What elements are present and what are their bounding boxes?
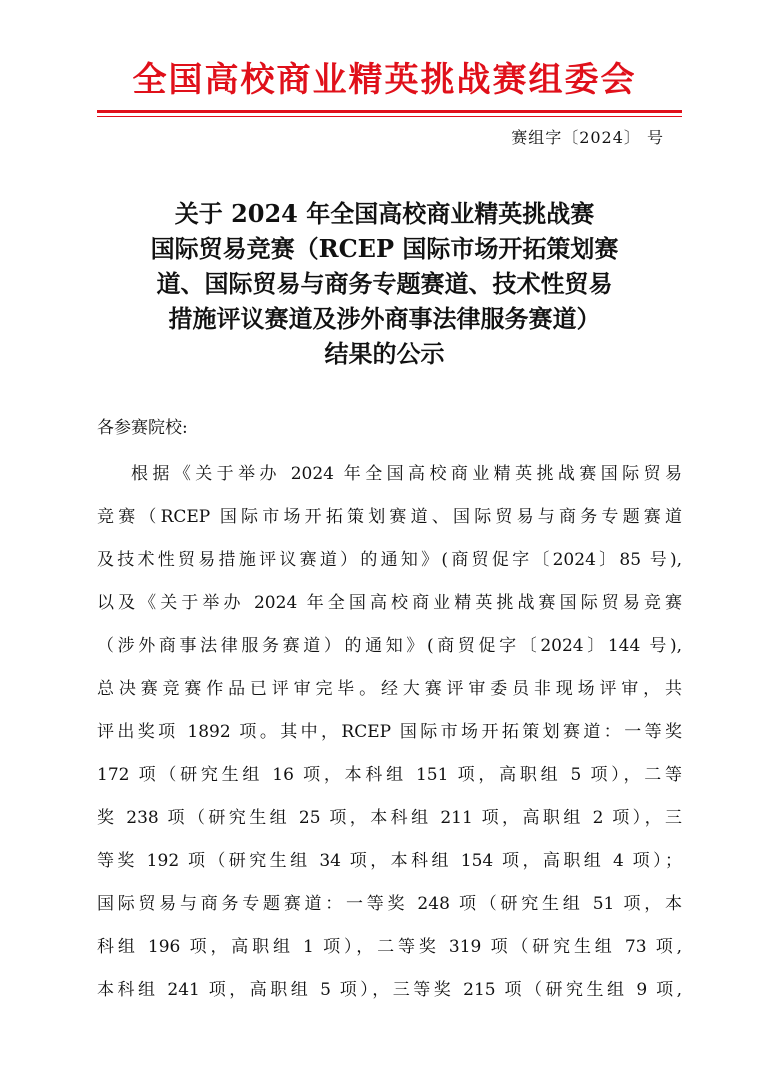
header-rule-thick (97, 110, 682, 113)
body-line: 等奖 192 项（研究生组 34 项，本科组 154 项，高职组 4 项）； (97, 851, 682, 871)
body-line: 172 项（研究生组 16 项，本科组 151 项，高职组 5 项），二等 (97, 765, 682, 785)
title-line: 结果的公示 (324, 339, 445, 368)
title-line: 措施评议赛道及涉外商事法律服务赛道） (168, 304, 601, 333)
body-line: 科组 196 项，高职组 1 项），二等奖 319 项（研究生组 73 项, (97, 937, 682, 957)
header-rule-thin (97, 116, 682, 117)
body-line: 以及《关于举办 2024 年全国高校商业精英挑战赛国际贸易竞赛 (97, 593, 682, 613)
body-line: 根据《关于举办 2024 年全国高校商业精英挑战赛国际贸易 (131, 464, 682, 484)
title-line: 道、国际贸易与商务专题赛道、技术性贸易 (156, 269, 613, 298)
body-line: 奖 238 项（研究生组 25 项，本科组 211 项，高职组 2 项），三 (97, 808, 682, 828)
organization-header: 全国高校商业精英挑战赛组委会 (132, 60, 637, 100)
document-number: 赛组字〔2024〕 号 (511, 128, 664, 147)
title-line: 国际贸易竞赛（RCEP 国际市场开拓策划赛 (150, 234, 619, 263)
body-line: 总决赛竞赛作品已评审完毕。经大赛评审委员非现场评审，共 (97, 679, 682, 699)
document-title (90, 196, 679, 371)
body-line: 竞赛（RCEP 国际市场开拓策划赛道、国际贸易与商务专题赛道 (97, 507, 682, 527)
body-line: （涉外商事法律服务赛道）的通知》(商贸促字〔2024〕144 号), (97, 636, 682, 656)
body-line: 及技术性贸易措施评议赛道）的通知》(商贸促字〔2024〕85 号), (97, 550, 682, 570)
salutation: 各参赛院校: (97, 418, 188, 438)
title-line: 关于 2024 年全国高校商业精英挑战赛 (174, 199, 595, 228)
body-line: 评出奖项 1892 项。其中，RCEP 国际市场开拓策划赛道：一等奖 (97, 722, 682, 742)
body-line: 国际贸易与商务专题赛道：一等奖 248 项（研究生组 51 项，本 (97, 894, 682, 914)
body-line: 本科组 241 项，高职组 5 项），三等奖 215 项（研究生组 9 项, (97, 980, 682, 1000)
body-paragraph (97, 453, 682, 1012)
